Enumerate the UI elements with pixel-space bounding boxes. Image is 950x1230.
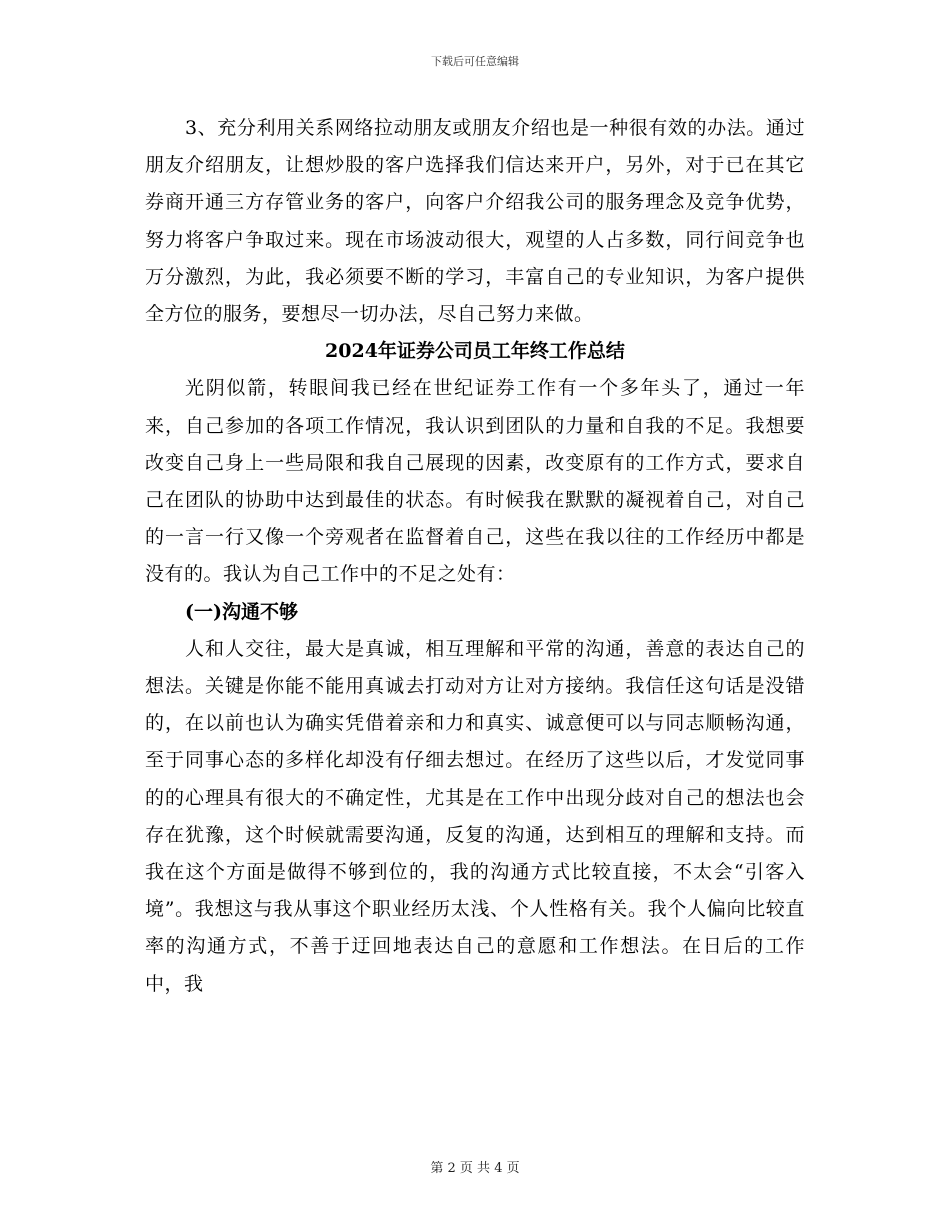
- document-title: 2024年证券公司员工年终工作总结: [325, 340, 625, 363]
- page-footer: 第 2 页 共 4 页: [430, 1161, 520, 1176]
- paragraph-2: 人和人交往，最大是真诚，相互理解和平常的沟通，善意的表达自己的想法。关键是你能不能用真诚去打动对方让对方接纳。我信任这句话是没错的，在以前也认为确实凭借着亲和力和真实、诚意便可以与同志顺畅沟通，至于同事心态的多样化却没有仔细去想过。在经历了这些以后，才发觉同事的的心理具有很大的不确定性，尤其是在工作中出现分歧对自己的想法也会存在犹豫，这个时候就需要沟通，反复的沟通，达到相互的理解和支持。而我在这个方面是做得不够到位的，我的沟通方式比较直接，不太会“引客入境”。我想这与我从事这个职业经历太浅、个人性格有关。我个人偏向比较直率的沟通方式，不善于迂回地表达自己的意愿和工作想法。在日后的工作中，我: [145, 637, 805, 995]
- section-heading: (一)沟通不够: [185, 600, 298, 623]
- intro-paragraph: 3、充分利用关系网络拉动朋友或朋友介绍也是一种很有效的办法。通过朋友介绍朋友，让想炒股的客户选择我们信达来开户，另外，对于已在其它券商开通三方存管业务的客户，向客户介绍我公司的服务理念及竞争优势，努力将客户争取过来。现在市场波动很大，观望的人占多数，同行间竞争也万分激烈，为此，我必须要不断的学习，丰富自己的专业知识，为客户提供全方位的服务，要想尽一切办法，尽自己努力来做。: [145, 117, 805, 326]
- paragraph-1: 光阴似箭，转眼间我已经在世纪证券工作有一个多年头了，通过一年来，自己参加的各项工作情况，我认识到团队的力量和自我的不足。我想要改变自己身上一些局限和我自己展现的因素，改变原有的工作方式，要求自己在团队的协助中达到最佳的状态。有时候我在默默的凝视着自己，对自己的一言一行又像一个旁观者在监督着自己，这些在我以往的工作经历中都是没有的。我认为自己工作中的不足之处有：: [145, 377, 805, 586]
- page-header: 下载后可任意编辑: [431, 55, 519, 68]
- document-body: [145, 110, 805, 1003]
